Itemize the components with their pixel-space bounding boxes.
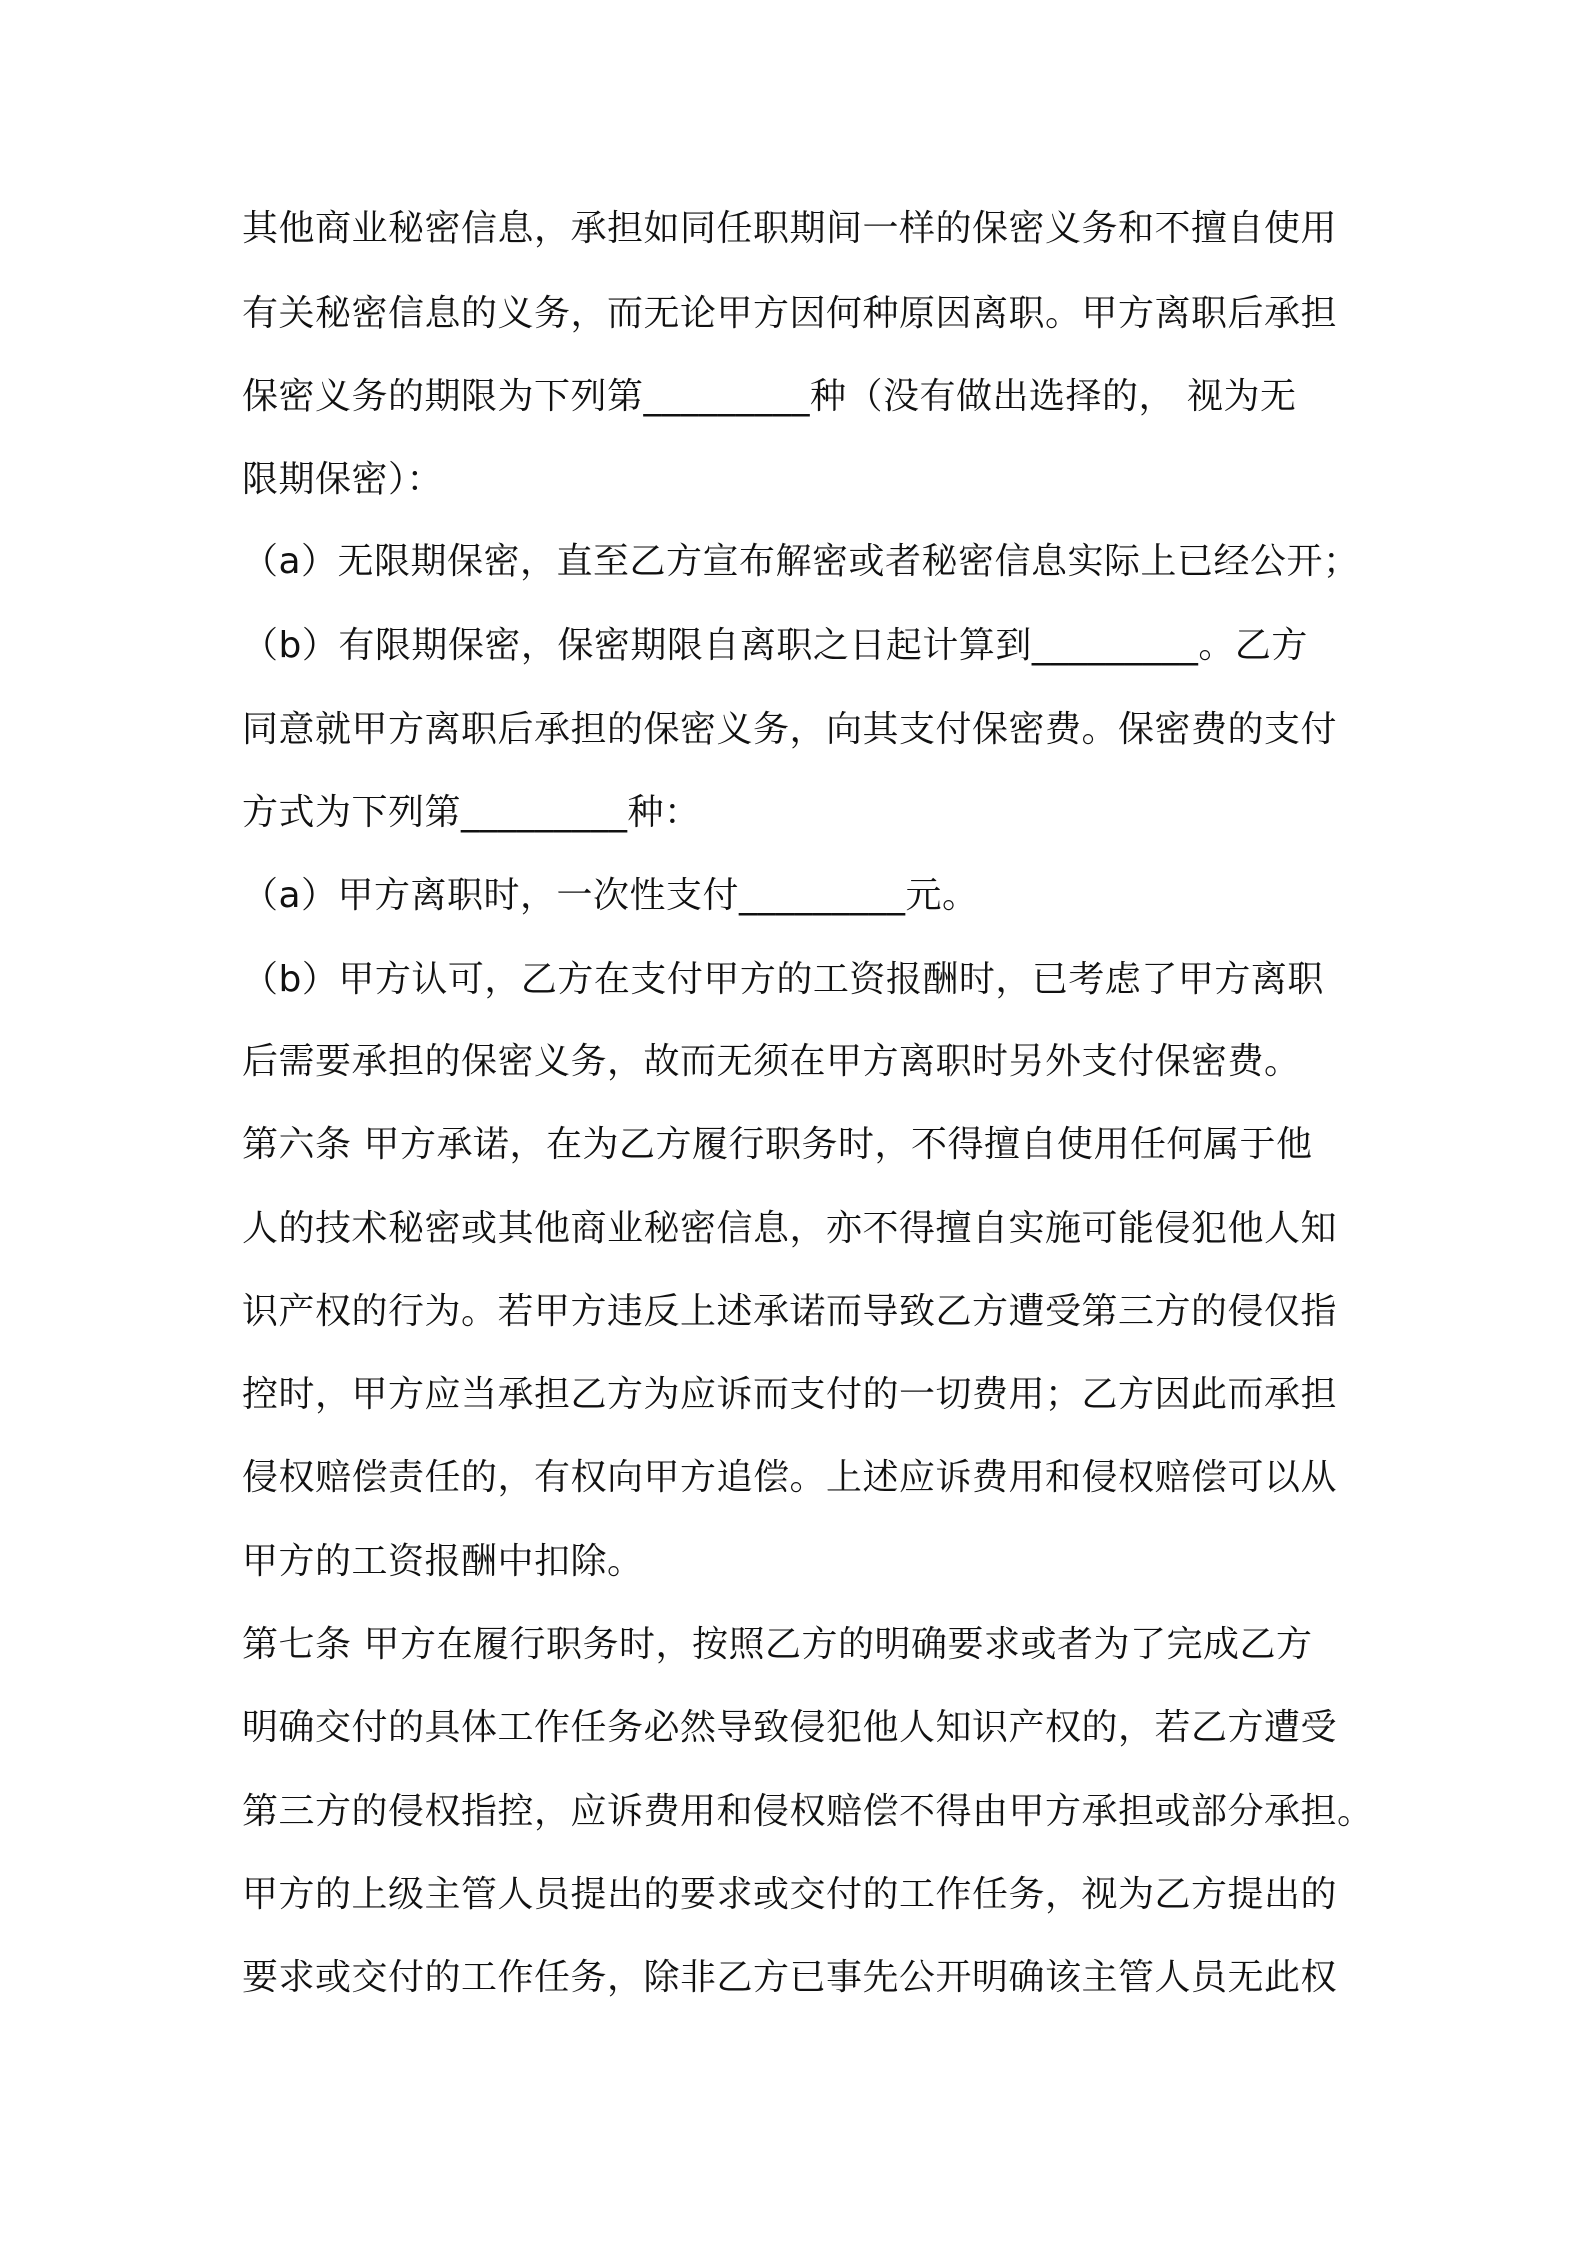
text-line: 人的技术秘密或其他商业秘密信息，亦不得擅自实施可能侵犯他人知 xyxy=(242,1208,1338,1249)
text-line: 限期保密）： xyxy=(242,459,444,500)
text-line: 同意就甲方离职后承担的保密义务，向其支付保密费。保密费的支付 xyxy=(242,709,1338,750)
text-line: 明确交付的具体工作任务必然导致侵犯他人知识产权的，若乙方遭受 xyxy=(242,1707,1338,1748)
text-line: 控时，甲方应当承担乙方为应诉而支付的一切费用；乙方因此而承担 xyxy=(242,1374,1338,1415)
text-line: 后需要承担的保密义务，故而无须在甲方离职时另外支付保密费。 xyxy=(242,1041,1301,1082)
text-line: 要求或交付的工作任务，除非乙方已事先公开明确该主管人员无此权 xyxy=(242,1957,1338,1998)
text-line: 第七条 甲方在履行职务时，按照乙方的明确要求或者为了完成乙方 xyxy=(242,1624,1313,1665)
text-line: （b）甲方认可，乙方在支付甲方的工资报酬时，已考虑了甲方离职 xyxy=(242,959,1324,1000)
text-line: 侵权赔偿责任的，有权向甲方追偿。上述应诉费用和侵权赔偿可以从 xyxy=(242,1457,1338,1498)
text-line: 第六条 甲方承诺，在为乙方履行职务时，不得擅自使用任何属于他 xyxy=(242,1124,1313,1165)
text-line: 第三方的侵权指控，应诉费用和侵权赔偿不得由甲方承担或部分承担。 xyxy=(242,1791,1374,1832)
text-line: 甲方的工资报酬中扣除。 xyxy=(242,1541,644,1582)
text-line: （a）甲方离职时，一次性支付_________元。 xyxy=(242,875,979,916)
text-line: 其他商业秘密信息，承担如同任职期间一样的保密义务和不擅自使用 xyxy=(242,208,1338,249)
text-line: 甲方的上级主管人员提出的要求或交付的工作任务，视为乙方提出的 xyxy=(242,1874,1338,1915)
text-line: 方式为下列第_________种： xyxy=(242,792,701,833)
text-line: 保密义务的期限为下列第_________种（没有做出选择的， 视为无 xyxy=(242,376,1297,417)
text-line: （a）无限期保密，直至乙方宣布解密或者秘密信息实际上已经公开； xyxy=(242,541,1360,582)
text-line: 识产权的行为。若甲方违反上述承诺而导致乙方遭受第三方的侵仅指 xyxy=(242,1291,1338,1332)
text-line: 有关秘密信息的义务，而无论甲方因何种原因离职。甲方离职后承担 xyxy=(242,293,1338,334)
text-line: （b）有限期保密，保密期限自离职之日起计算到_________。乙方 xyxy=(242,625,1308,666)
